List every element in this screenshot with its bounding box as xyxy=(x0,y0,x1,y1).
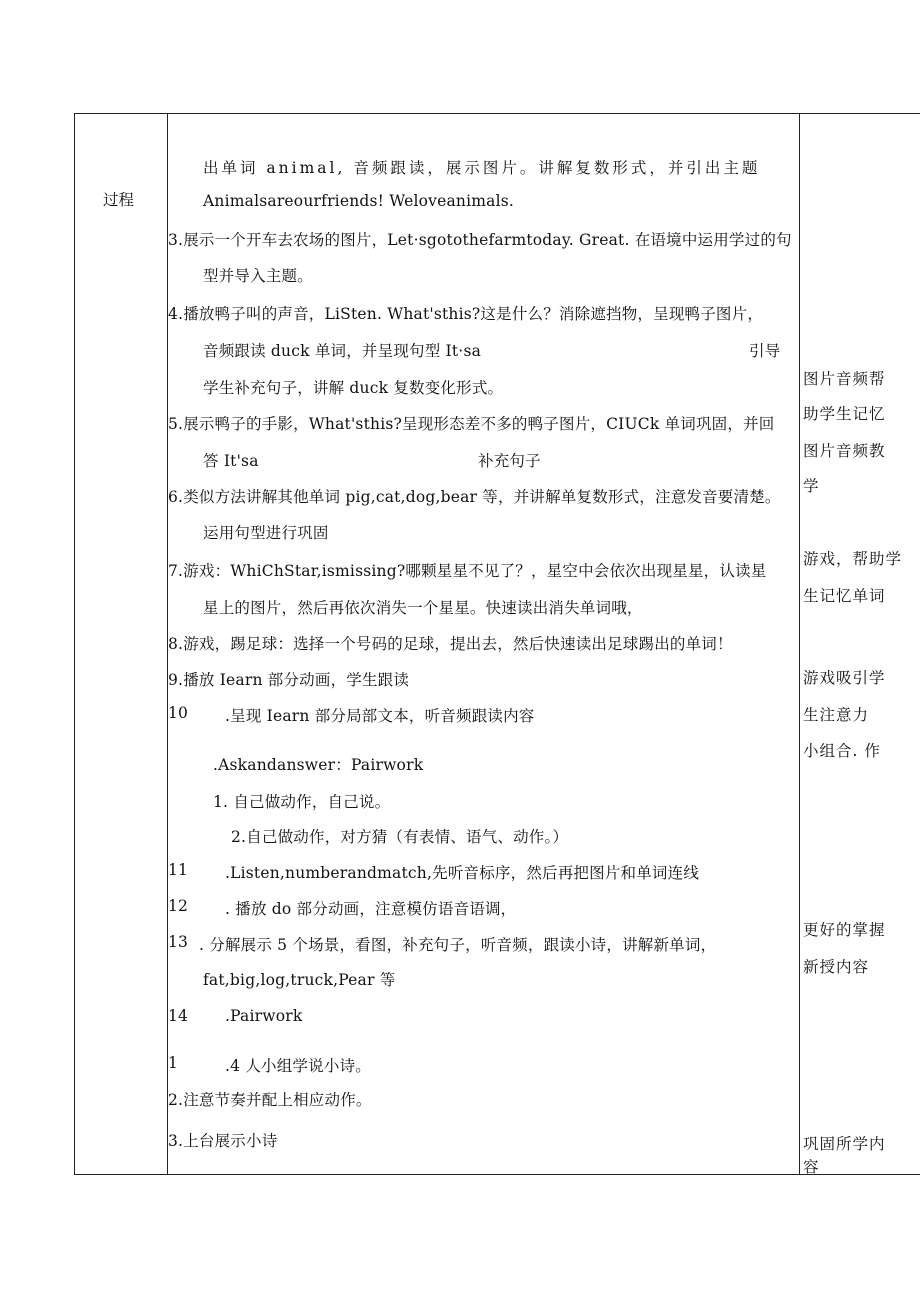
note-line: 助学生记忆 xyxy=(803,405,886,423)
procedure-line: 11 xyxy=(168,861,189,879)
lesson-table xyxy=(74,113,920,1175)
note-line: 图片音频帮 xyxy=(803,370,886,388)
procedure-line: 6.类似方法讲解其他单词 pig,cat,dog,bear 等，并讲解单复数形式，注意发音要清楚。 xyxy=(168,488,781,506)
procedure-line: . 播放 do 部分动画，注意模仿语音语调， xyxy=(225,900,517,918)
procedure-line: .Pairwork xyxy=(225,1007,303,1025)
procedure-line: 音频跟读 duck 单词，并呈现句型 It·sa xyxy=(203,342,482,360)
procedure-line: 3.上台展示小诗 xyxy=(168,1132,278,1150)
note-line: 生注意力 xyxy=(803,706,870,724)
procedure-line: 5.展示鸭子的手影，What'sthis?呈现形态差不多的鸭子图片，CIUCk 单词巩固，并回 xyxy=(168,415,775,433)
procedure-line: Animalsareourfriends! Weloveanimals. xyxy=(203,192,515,210)
procedure-line: .Askandanswer：Pairwork xyxy=(213,756,424,774)
note-line: 新授内容 xyxy=(803,958,870,976)
procedure-line: 2.注意节奏并配上相应动作。 xyxy=(168,1091,372,1109)
note-line: 学 xyxy=(803,477,820,495)
procedure-line: 13 xyxy=(168,933,189,951)
procedure-line: 学生补充句子，讲解 duck 复数变化形式。 xyxy=(203,379,504,397)
procedure-line: 1 xyxy=(168,1054,179,1072)
note-line: 更好的掌握 xyxy=(803,921,886,939)
note-line: 游戏，帮助学 xyxy=(803,550,903,568)
procedure-line: 9.播放 Iearn 部分动画，学生跟读 xyxy=(168,671,410,689)
procedure-line: 7.游戏：WhiChStar,ismissing?哪颗星星不见了？，星空中会依次出现星星，认读星 xyxy=(168,562,767,580)
note-line: 小组合. 作 xyxy=(803,742,881,760)
note-line: 容 xyxy=(803,1158,820,1176)
procedure-line: 4.播放鸭子叫的声音，LiSten. What'sthis?这是什么？消除遮挡物，呈现鸭子图片， xyxy=(168,305,764,323)
procedure-line: 3.展示一个开车去农场的图片，Let·sgotothefarmtoday. Great. 在语境中运用学过的句 xyxy=(168,231,792,249)
note-line: 游戏吸引学 xyxy=(803,669,886,687)
stage-label: 过程 xyxy=(103,191,135,209)
procedure-line: . 分解展示 5 个场景，看图，补充句子，听音频，跟读小诗，讲解新单词， xyxy=(199,936,717,954)
procedure-line: .4 人小组学说小诗。 xyxy=(225,1057,371,1075)
procedure-line: .Listen,numberandmatch,先听音标序，然后再把图片和单词连线 xyxy=(225,864,700,882)
procedure-line: 2.自己做动作，对方猜（有表情、语气、动作。） xyxy=(231,828,569,846)
procedure-line: 10 xyxy=(168,704,189,722)
note-line: 巩固所学内 xyxy=(803,1135,886,1153)
procedure-line: 出单词 animal, 音频跟读，展示图片。讲解复数形式，并引出主题 xyxy=(203,159,761,177)
procedure-line: 运用句型进行巩固 xyxy=(203,524,329,542)
procedure-line: 星上的图片，然后再依次消失一个星星。快速读出消失单词哦， xyxy=(203,599,643,617)
procedure-line: 型并导入主题。 xyxy=(203,267,313,285)
procedure-line: 答 It'sa xyxy=(203,452,259,470)
procedure-line: 补充句子 xyxy=(478,452,541,470)
column-divider xyxy=(799,114,800,1174)
procedure-line: 8.游戏，踢足球：选择一个号码的足球，提出去，然后快速读出足球踢出的单词！ xyxy=(168,635,733,653)
procedure-line: .呈现 Iearn 部分局部文本，听音频跟读内容 xyxy=(225,707,535,725)
procedure-line: 1. 自己做动作，自己说。 xyxy=(213,793,391,811)
procedure-line: 12 xyxy=(168,897,189,915)
note-line: 图片音频教 xyxy=(803,442,886,460)
procedure-line: fat,big,log,truck,Pear 等 xyxy=(203,971,396,989)
procedure-line: 14 xyxy=(168,1007,189,1025)
note-line: 生记忆单词 xyxy=(803,587,886,605)
procedure-line: 引导 xyxy=(749,342,781,360)
